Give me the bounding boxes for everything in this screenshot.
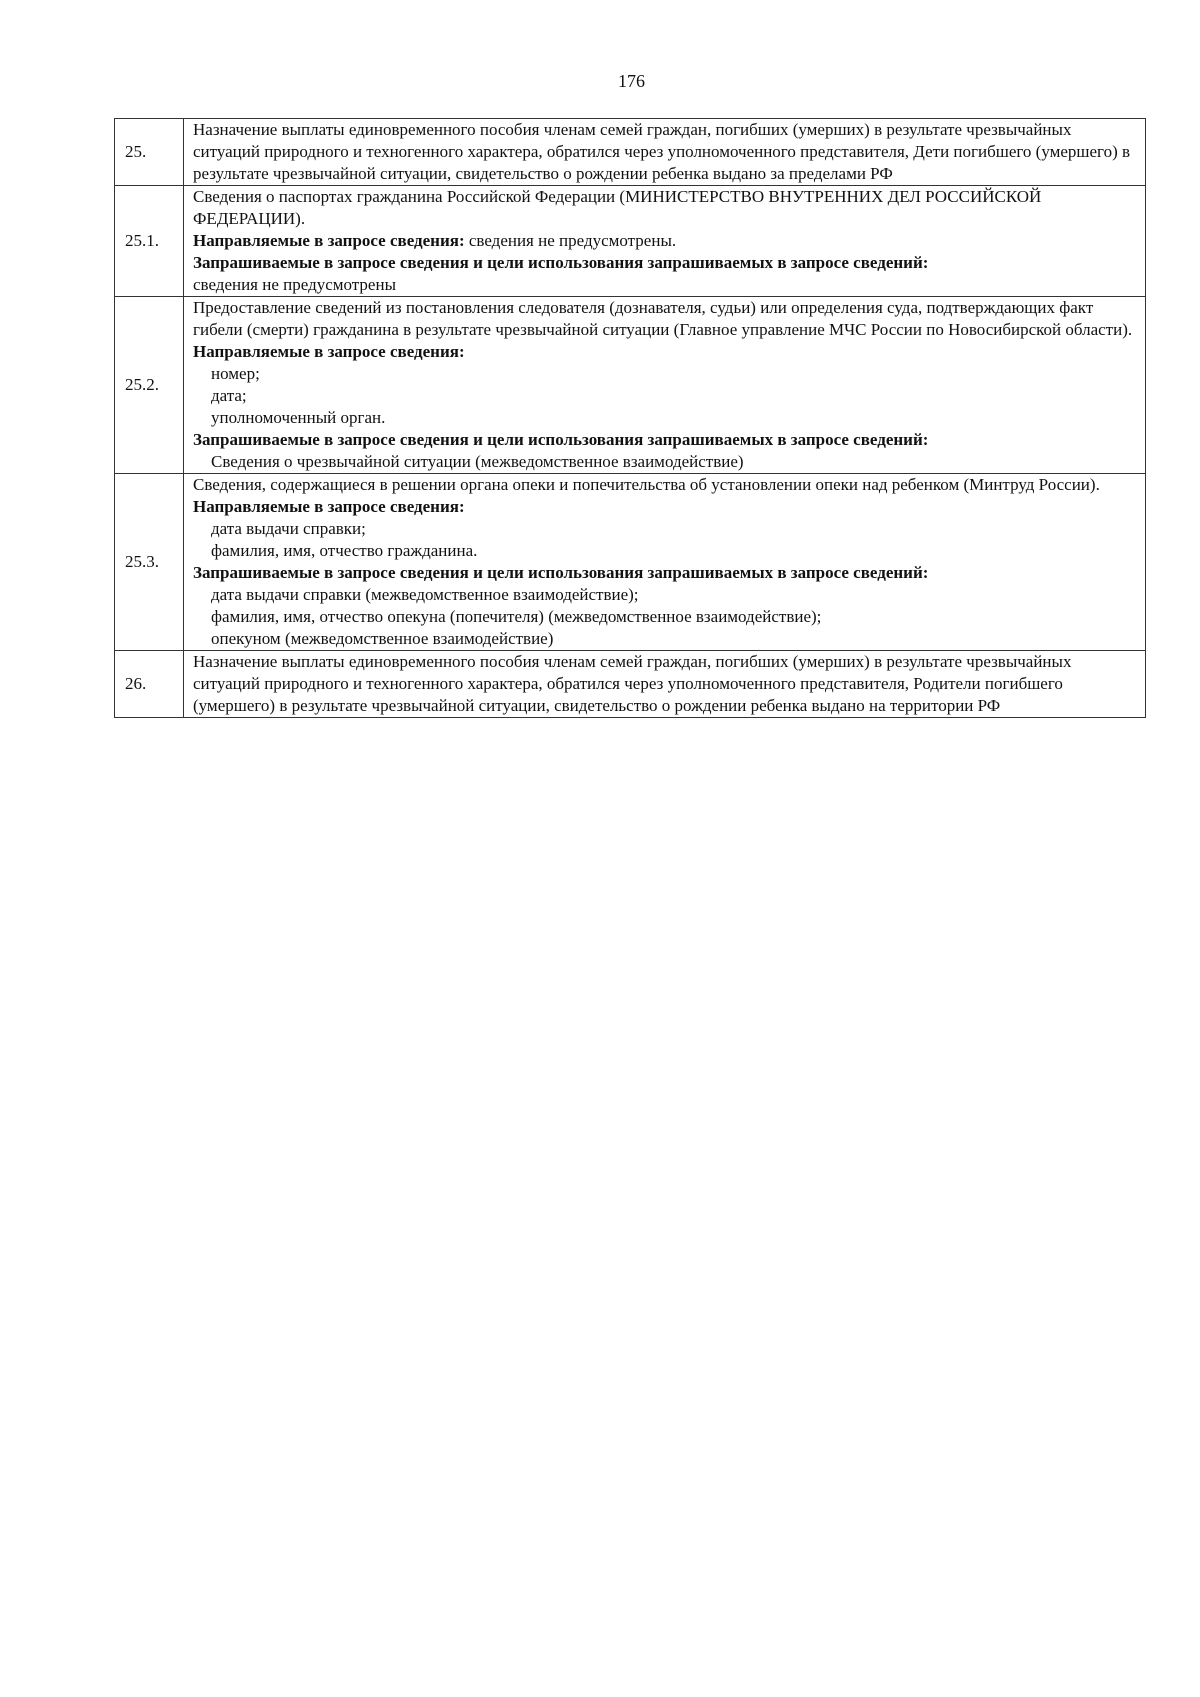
requested-info-label: Запрашиваемые в запросе сведения и цели использования запрашиваемых в запросе сведений: [193,430,929,449]
table-row [115,297,1146,474]
row-number: 25.2. [115,297,184,474]
requested-info [193,429,1141,451]
page-number: 176 [618,71,645,91]
sent-item: дата; [211,386,247,405]
service-description: Назначение выплаты единовременного пособия членам семей граждан, погибших (умерших) в результате чрезвычайных ситуаций природного и техногенного характера, обратился через уполномоченного представителя, Родители погибшего (умершего) в результате чрезвычайной ситуации, свидетельство о рождении ребенка выдано на территории РФ [193,652,1072,715]
requested-info-label: Запрашиваемые в запросе сведения и цели использования запрашиваемых в запросе сведений: [193,253,929,272]
sent-item: номер; [211,364,260,383]
sent-item: дата выдачи справки; [211,519,366,538]
requested-item: опекуном (межведомственное взаимодействие) [211,629,554,648]
row-number: 26. [115,651,184,718]
row-content [184,651,1146,718]
row-content [184,186,1146,297]
service-description: Назначение выплаты единовременного пособия членам семей граждан, погибших (умерших) в результате чрезвычайных ситуаций природного и техногенного характера, обратился через уполномоченного представителя, Дети погибшего (умершего) в результате чрезвычайной ситуации, свидетельство о рождении ребенка выдано за пределами РФ [193,120,1131,183]
sent-item: фамилия, имя, отчество гражданина. [211,541,478,560]
row-number: 25.1. [115,186,184,297]
row-content [184,297,1146,474]
sent-info-label: Направляемые в запросе сведения: [193,497,465,516]
table-row [115,119,1146,186]
requested-item: Сведения о чрезвычайной ситуации (межведомственное взаимодействие) [211,452,744,471]
request-description: Предоставление сведений из постановления следователя (дознавателя, судьи) или определения суда, подтверждающих факт гибели (смерти) гражданина в результате чрезвычайной ситуации (Главное управление МЧС России по Новосибирской области). [193,298,1133,339]
table-row [115,651,1146,718]
table-row [115,186,1146,297]
requested-info [193,562,1141,584]
requested-info-value: сведения не предусмотрены [193,275,396,294]
row-content [184,119,1146,186]
sent-item: уполномоченный орган. [211,408,386,427]
sent-info-label: Направляемые в запросе сведения: [193,342,465,361]
request-description: Сведения о паспортах гражданина Российской Федерации (МИНИСТЕРСТВО ВНУТРЕННИХ ДЕЛ РОССИЙСКОЙ ФЕДЕРАЦИИ). [193,187,1042,228]
requested-item: дата выдачи справки (межведомственное взаимодействие); [211,585,639,604]
sent-info [193,341,1141,363]
row-content [184,474,1146,651]
requested-item: фамилия, имя, отчество опекуна (попечителя) (межведомственное взаимодействие); [211,607,822,626]
sent-info [193,230,1141,252]
requested-info-label: Запрашиваемые в запросе сведения и цели использования запрашиваемых в запросе сведений: [193,563,929,582]
row-number: 25. [115,119,184,186]
sent-info-label: Направляемые в запросе сведения: [193,231,465,250]
requested-info [193,252,1141,274]
sent-info-value: сведения не предусмотрены. [464,231,677,250]
request-description: Сведения, содержащиеся в решении органа опеки и попечительства об установлении опеки над ребенком (Минтруд России). [193,475,1100,494]
row-number: 25.3. [115,474,184,651]
sent-info [193,496,1141,518]
services-table [114,118,1146,718]
table-row [115,474,1146,651]
